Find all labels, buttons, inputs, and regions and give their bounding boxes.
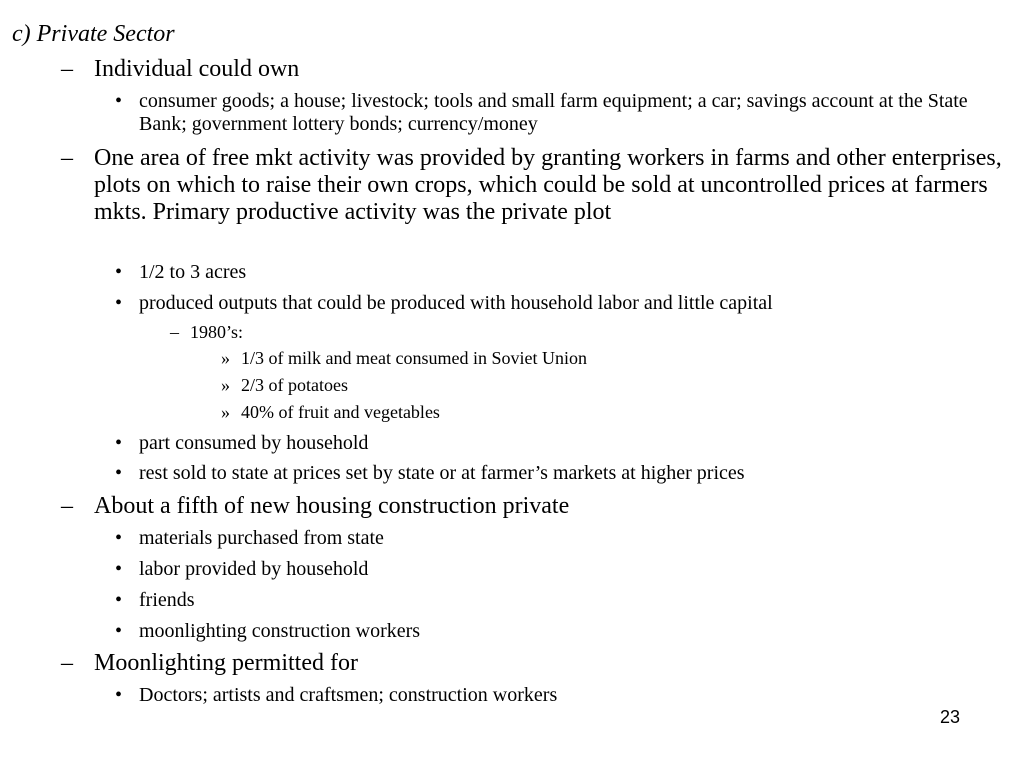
slide-title: c) Private Sector bbox=[12, 21, 175, 47]
list-item-text: part consumed by household bbox=[139, 432, 369, 454]
dot-bullet: • bbox=[115, 558, 123, 580]
list-item-part-consumed bbox=[115, 432, 1009, 455]
raquo-bullet: » bbox=[221, 348, 230, 368]
list-item-text: consumer goods; a house; livestock; tools and small farm equipment; a car; savings account at the State Bank; government lottery bonds; currency/money bbox=[139, 90, 968, 135]
dot-bullet: • bbox=[115, 589, 123, 611]
list-item-text: 1980’s: bbox=[190, 322, 244, 342]
dot-bullet: • bbox=[115, 684, 123, 706]
list-item-friends bbox=[115, 589, 1009, 612]
list-item-text: 1/2 to 3 acres bbox=[139, 261, 247, 283]
small-dash-bullet: – bbox=[170, 322, 179, 342]
raquo-bullet: » bbox=[221, 375, 230, 395]
list-item-moonlighting-workers bbox=[115, 620, 1009, 643]
list-item-text: Moonlighting permitted for bbox=[94, 650, 358, 676]
dot-bullet: • bbox=[115, 432, 123, 454]
raquo-bullet: » bbox=[221, 402, 230, 422]
list-item-rest-sold bbox=[115, 462, 1009, 485]
list-item-text: Doctors; artists and craftsmen; construction workers bbox=[139, 684, 558, 706]
list-item-text: One area of free mkt activity was provided by granting workers in farms and other enterprises, plots on which to raise their own crops, which could be sold at uncontrolled prices at farmers mkts. Primary productive activity was the private plot bbox=[94, 145, 1002, 225]
dash-bullet: – bbox=[61, 56, 73, 82]
list-item-consumer-goods bbox=[115, 90, 1009, 136]
list-item-text: 1/3 of milk and meat consumed in Soviet Union bbox=[241, 348, 587, 368]
dot-bullet: • bbox=[115, 527, 123, 549]
list-item-materials bbox=[115, 527, 1009, 550]
list-item-text: 2/3 of potatoes bbox=[241, 375, 348, 395]
list-item-moonlighting-permitted bbox=[61, 650, 1014, 677]
list-item-text: materials purchased from state bbox=[139, 527, 384, 549]
list-item-housing-construction bbox=[61, 493, 1014, 520]
list-item-doctors-artists bbox=[115, 684, 1009, 707]
list-item-produced-outputs bbox=[115, 292, 1009, 315]
list-item-1980s bbox=[170, 322, 990, 343]
list-item-labor bbox=[115, 558, 1009, 581]
list-item-text: 40% of fruit and vegetables bbox=[241, 402, 440, 422]
list-item-individual-could-own bbox=[61, 56, 1014, 83]
list-item-potatoes bbox=[221, 375, 1001, 396]
dash-bullet: – bbox=[61, 493, 73, 519]
list-item-milk-and-meat bbox=[221, 348, 1001, 369]
list-item-text: produced outputs that could be produced with household labor and little capital bbox=[139, 292, 773, 314]
list-item-text: About a fifth of new housing construction private bbox=[94, 493, 570, 519]
list-item-text: labor provided by household bbox=[139, 558, 369, 580]
page-number: 23 bbox=[940, 707, 961, 727]
dot-bullet: • bbox=[115, 462, 123, 484]
dash-bullet: – bbox=[61, 650, 73, 676]
list-item-text: rest sold to state at prices set by state or at farmer’s markets at higher prices bbox=[139, 462, 745, 484]
list-item-text: friends bbox=[139, 589, 195, 611]
list-item-free-market-activity bbox=[61, 145, 1014, 226]
dash-bullet: – bbox=[61, 145, 73, 171]
dot-bullet: • bbox=[115, 620, 123, 642]
list-item-text: Individual could own bbox=[94, 56, 300, 82]
list-item-fruit-and-vegetables bbox=[221, 402, 1001, 423]
list-item-text: moonlighting construction workers bbox=[139, 620, 421, 642]
dot-bullet: • bbox=[115, 292, 123, 314]
list-item-acres bbox=[115, 261, 1009, 284]
dot-bullet: • bbox=[115, 261, 123, 283]
dot-bullet: • bbox=[115, 90, 123, 112]
